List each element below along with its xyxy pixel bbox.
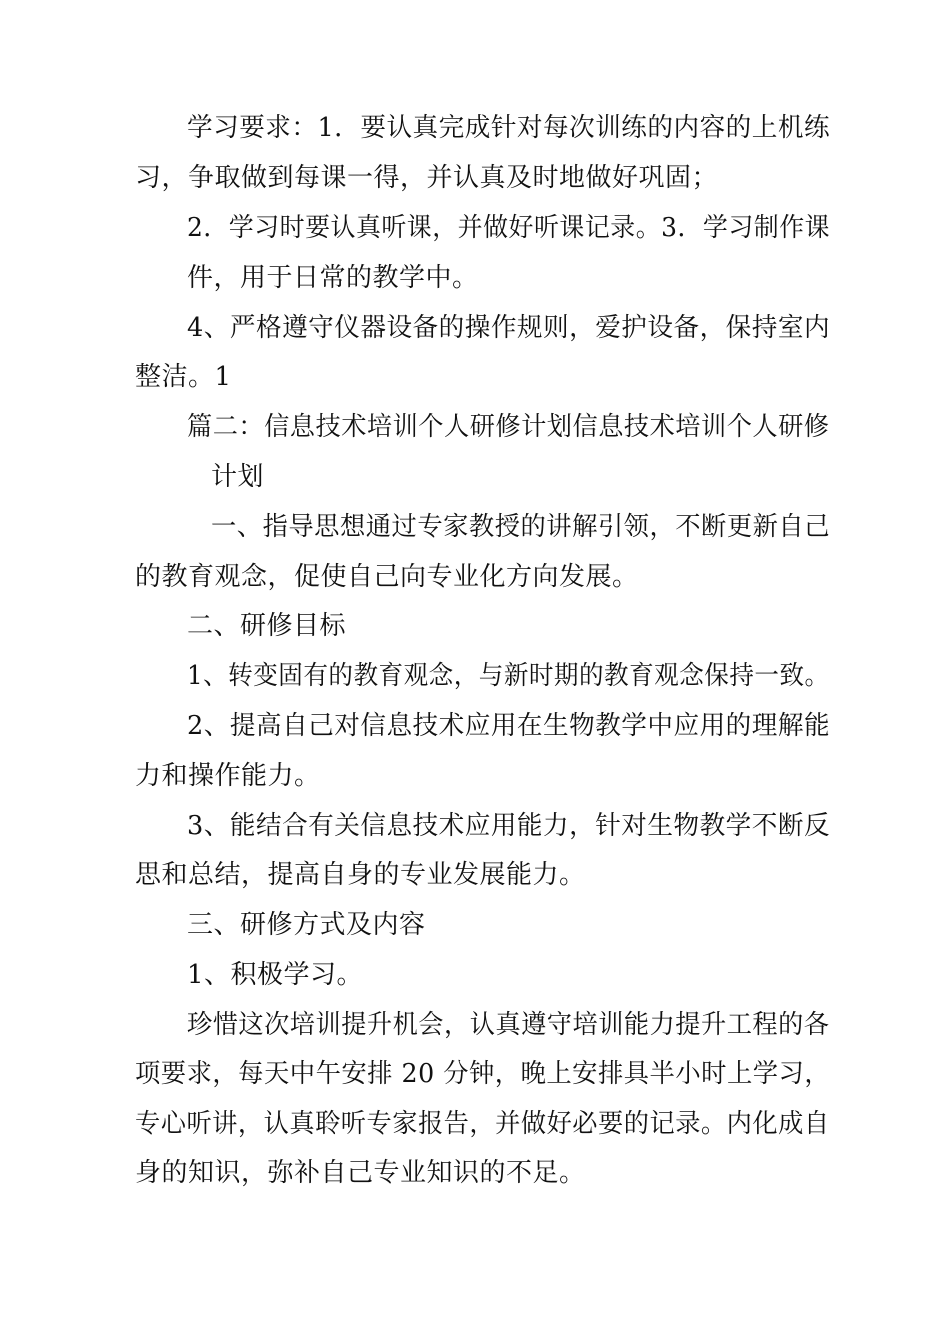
section-heading: 篇二：信息技术培训个人研修计划信息技术培训个人研修 <box>187 412 830 442</box>
text-line: 1、积极学习。 <box>187 960 364 990</box>
text-line: 3、能结合有关信息技术应用能力，针对生物教学不断反 <box>187 811 831 841</box>
text-line: 学习要求：1．要认真完成针对每次训练的内容的上机练 <box>187 113 831 143</box>
text-line: 整洁。1 <box>135 362 232 392</box>
text-line: 珍惜这次培训提升机会，认真遵守培训能力提升工程的各 <box>187 1010 830 1040</box>
text-line: 4、严格遵守仪器设备的操作规则，爱护设备，保持室内 <box>187 313 831 343</box>
section-heading: 二、研修目标 <box>187 611 347 641</box>
text-line: 2．学习时要认真听课，并做好听课记录。3．学习制作课 <box>187 213 831 243</box>
text-line: 件，用于日常的教学中。 <box>187 263 479 293</box>
section-heading: 计划 <box>211 462 265 492</box>
text-line: 一、指导思想通过专家教授的讲解引领，不断更新自己 <box>211 512 831 542</box>
text-line: 身的知识，弥补自己专业知识的不足。 <box>135 1158 586 1188</box>
text-line: 专心听讲，认真聆听专家报告，并做好必要的记录。内化成自 <box>135 1109 830 1139</box>
text-line: 项要求，每天中午安排 20 分钟，晚上安排具半小时上学习， <box>135 1059 831 1089</box>
text-line: 思和总结，提高自身的专业发展能力。 <box>135 860 586 890</box>
text-line: 力和操作能力。 <box>135 761 321 791</box>
text-line: 习，争取做到每课一得，并认真及时地做好巩固； <box>135 163 719 193</box>
text-line: 2、提高自己对信息技术应用在生物教学中应用的理解能 <box>187 711 831 741</box>
text-line: 的教育观念，促使自己向专业化方向发展。 <box>135 562 639 592</box>
text-line: 1、转变固有的教育观念，与新时期的教育观念保持一致。 <box>187 661 830 691</box>
section-heading: 三、研修方式及内容 <box>187 910 426 940</box>
